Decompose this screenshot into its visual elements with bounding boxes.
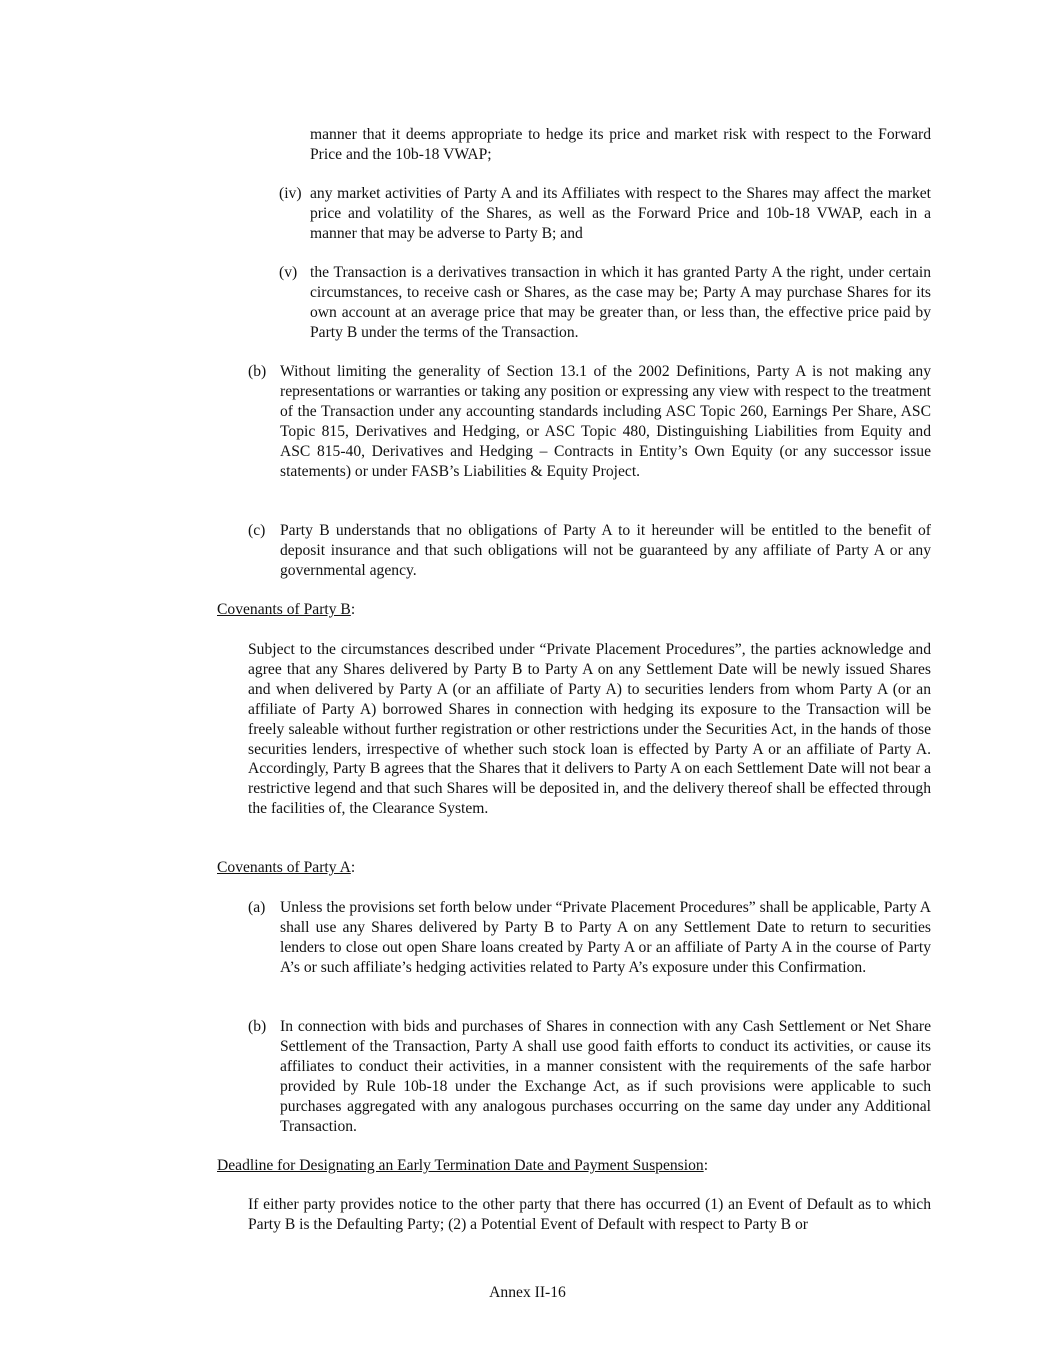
item-text: Party B understands that no obligations of Party A to it hereunder will be entitled to the benefit of deposit insurance and that such obligations will not be guaranteed by any affiliate of Party A or any governmental agency. xyxy=(280,522,931,579)
covenants-party-b-paragraph: Subject to the circumstances described under “Private Placement Procedures”, the parties acknowledge and agree that any Shares delivered by Party B to Party A on any Settlement Date will be newly issued Shares and when delivered by Party A (or an affiliate of Party A) to securities lenders from whom Party A (or an affiliate of Party A) borrowed Shares in connection with hedging its exposure to the Transaction will be freely saleable without further registration or other restrictions under the Securities Act, in the hands of those securities lenders, irrespective of whether such stock loan is effected by Party A or an affiliate of Party A. Accordingly, Party B agrees that the Shares that it delivers to Party A on each Settlement Date will not bear a restrictive legend and that such Shares will be deposited in, and the delivery thereof shall be effected through the facilities of, the Clearance System. xyxy=(248,641,931,818)
page-footer: Annex II-16 xyxy=(489,1284,566,1301)
item-marker: (a) xyxy=(248,899,266,916)
sub-item-v xyxy=(279,263,931,343)
covenant-a-item-b xyxy=(248,1017,931,1136)
deadline-heading xyxy=(217,1156,708,1176)
heading-text: Deadline for Designating an Early Termination Date and Payment Suspension xyxy=(217,1157,704,1174)
continuation-paragraph: manner that it deems appropriate to hedge its price and market risk with respect to the Forward Price and the 10b-18 VWAP; xyxy=(310,126,931,163)
covenants-party-b-heading xyxy=(217,600,355,620)
sub-item-iv xyxy=(279,184,931,244)
heading-text: Covenants of Party B xyxy=(217,601,351,618)
item-c xyxy=(248,521,931,581)
item-text: In connection with bids and purchases of Shares in connection with any Cash Settlement or Net Share Settlement of the Transaction, Party A shall use good faith efforts to conduct its activities, or cause its affiliates to conduct their activities, in a manner consistent with the requirements of the safe harbor provided by Rule 10b-18 under the Exchange Act, as if such provisions were applicable to such purchases aggregated with any analogous purchases occurring on the same day under any Additional Transaction. xyxy=(280,1018,931,1135)
sub-item-text: any market activities of Party A and its Affiliates with respect to the Shares may affect the market price and volatility of the Shares, as well as the Forward Price and 10b-18 VWAP, each in a manner that may be adverse to Party B; and xyxy=(310,185,931,242)
heading-suffix: : xyxy=(350,601,356,618)
deadline-paragraph: If either party provides notice to the other party that there has occurred (1) an Event of Default as to which Party B is the Defaulting Party; (2) a Potential Event of Default with respect to Party B or xyxy=(248,1196,931,1233)
item-text: Without limiting the generality of Section 13.1 of the 2002 Definitions, Party A is not making any representations or warranties or taking any position or expressing any view with respect to the treatment of the Transaction under any accounting standards including ASC Topic 260, Earnings Per Share, ASC Topic 815, Derivatives and Hedging, or ASC Topic 480, Distinguishing Liabilities from Equity and ASC 815-40, Derivatives and Hedging – Contracts in Entity’s Own Equity (or any successor issue statements) or under FASB’s Liabilities & Equity Project. xyxy=(280,363,931,480)
heading-suffix: : xyxy=(350,859,356,876)
heading-suffix: : xyxy=(703,1157,709,1174)
item-b xyxy=(248,362,931,481)
sub-item-marker: (iv) xyxy=(279,185,302,202)
item-marker: (b) xyxy=(248,1018,267,1035)
heading-text: Covenants of Party A xyxy=(217,859,351,876)
item-text: Unless the provisions set forth below under “Private Placement Procedures” shall be applicable, Party A shall use any Shares delivered by Party B to Party A on any Settlement Date to return to securities lenders to close out open Share loans created by Party A or an affiliate of Party A in the course of Party A’s or such affiliate’s hedging activities related to Party A’s exposure under this Confirmation. xyxy=(280,899,931,976)
sub-item-text: the Transaction is a derivatives transaction in which it has granted Party A the right, under certain circumstances, to receive cash or Shares, as the case may be; Party A may purchase Shares for its own account at an average price that may be greater than, or less than, the effective price paid by Party B under the terms of the Transaction. xyxy=(310,264,931,341)
covenant-a-item-a xyxy=(248,898,931,978)
sub-item-marker: (v) xyxy=(279,264,298,281)
item-marker: (b) xyxy=(248,363,267,380)
item-marker: (c) xyxy=(248,522,266,539)
covenants-party-a-heading xyxy=(217,858,355,878)
